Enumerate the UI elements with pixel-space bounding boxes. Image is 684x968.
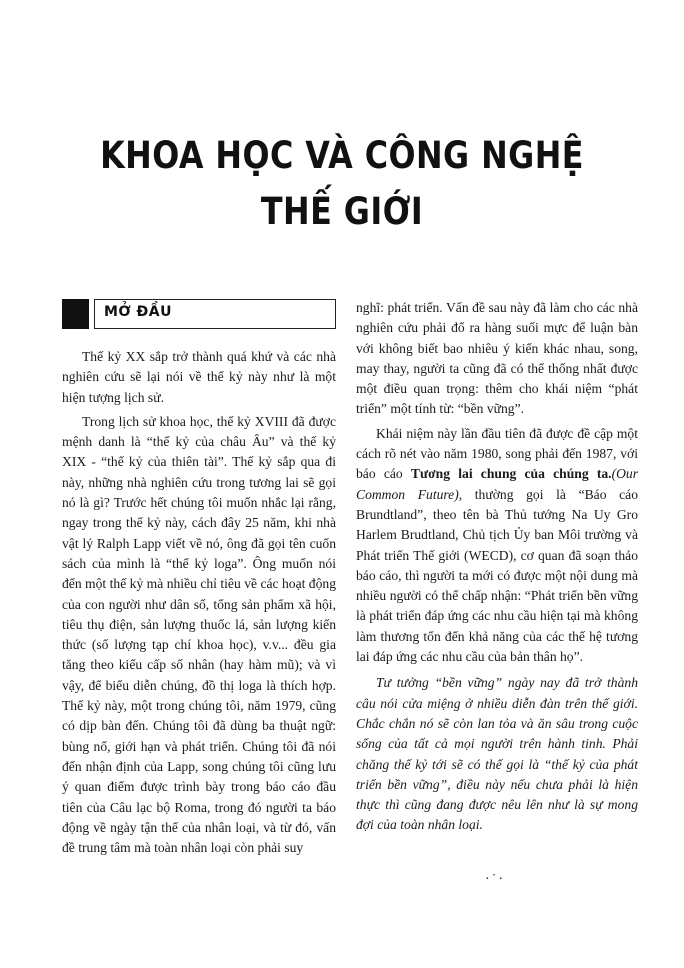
section-heading xyxy=(62,299,336,329)
left-column xyxy=(62,347,336,858)
paragraph-sustainability-italic: Tư tưởng “bền vững” ngày nay đã trở thành câu nói cửa miệng ở nhiều diễn đàn trên thế giới. Chắc chắn nó sẽ còn lan tỏa và ăn sâu trong cuộc sống của tất cả mọi người trên hành tinh. Phải chăng thế kỷ tới sẽ có thể gọi là “thế kỷ của phát triển bền vững”, điều này nếu chưa phải là hiện thực thì cũng đang được nêu lên như là sự mong đợi của toàn nhân loại. xyxy=(356,675,638,833)
right-column xyxy=(356,298,638,836)
brundtland-text-b: , thường gọi là “Báo cáo Brundtland”, theo tên bà Thủ tướng Na Uy Gro Harlem Brudtland, Chủ tịch Ủy ban Môi trường và Phát triển Thế giới (WECD), cơ quan đã soạn thảo báo cáo, thì người ta mới có được một nội dung mà nhiều người có thể chấp nhận: “Phát triển bền vững là phát triển đáp ứng các nhu cầu hiện tại mà không làm thương tổn đến khả năng của các thế hệ tương lai đáp ứng các nhu cầu của bản thân họ”. xyxy=(356,486,638,665)
paragraph-continuation: nghĩ: phát triển. Vấn đề sau này đã làm cho các nhà nghiên cứu phải đổ ra hàng suối mực để luận bàn với không biết bao nhiêu ý kiến khác nhau, song, may thay, người ta cũng đã có thể thống nhất được một điều quan trọng: thêm cho khái niệm “phát triển” một tính từ: “bền vững”. xyxy=(356,300,638,417)
chapter-title xyxy=(48,128,636,240)
report-title-bold: Tương lai chung của chúng ta. xyxy=(410,466,612,482)
section-heading-label: MỞ ĐẦU xyxy=(104,304,172,320)
brundtland-text-a: Khái niệm này lần đầu tiên đã được đề cập một cách rõ nét vào năm 1980, song phải đến 1987, với báo cáo xyxy=(356,425,638,482)
chapter-title-line-2: THẾ GIỚI xyxy=(260,190,424,233)
paragraph-intro: Thế kỷ XX sắp trở thành quá khứ và các nhà nghiên cứu sẽ lại nói về thế kỷ này như là một hiện tượng lịch sử. xyxy=(62,349,336,405)
heading-black-square xyxy=(62,299,89,329)
paragraph-history: Trong lịch sử khoa học, thế kỷ XVIII đã được mệnh danh là “thế kỷ của châu Âu” và thế kỷ XIX - “thế kỷ của thiên tài”. Thế kỷ sắp qua đi này, những nhà nghiên cứu trong tương lai sẽ gọi nó là gì? Trước hết chúng tôi muốn nhắc lại rằng, ngay trong thế kỷ này, cách đây 25 năm, khi nhà vật lý Ralph Lapp viết về nó, ông đã gọi tên cuốn sách của mình là “thế kỷ loga”. Ông muốn nói đến một thế kỷ mà nhiều chỉ tiêu về các hoạt động của con người như dân số, tổng sản phẩm xã hội, tiêu thụ điện, sản lượng thuốc lá, sản lượng kiến thức (số lượng tạp chí khoa học), v.v... đều gia tăng theo kiểu cấp số nhân (hay hàm mũ); và vì vậy, để biểu diễn chúng, đồ thị loga là thích hợp. Thế kỷ này, một trong chúng tôi, năm 1979, cũng có dịp bàn đến. Chúng tôi đã dùng ba thuật ngữ: bùng nổ, giới hạn và phát triển. Chúng tôi đã nói đến nhận định của Lapp, song chúng tôi cũng lưu ý quan điểm được trình bày trong báo cáo đầu tiên của Câu lạc bộ Roma, trong đó người ta báo động về ngày tận thế của nhân loại, và từ đó, vấn đề trung tâm mà toàn nhân loại còn phải suy xyxy=(62,413,336,856)
paragraph-brundtland xyxy=(356,424,638,668)
chapter-title-line-1: KHOA HỌC VÀ CÔNG NGHỆ xyxy=(100,134,584,177)
section-end-dinkus: ·˙· xyxy=(485,872,505,887)
report-title-english: (Our Common Future) xyxy=(356,466,638,502)
